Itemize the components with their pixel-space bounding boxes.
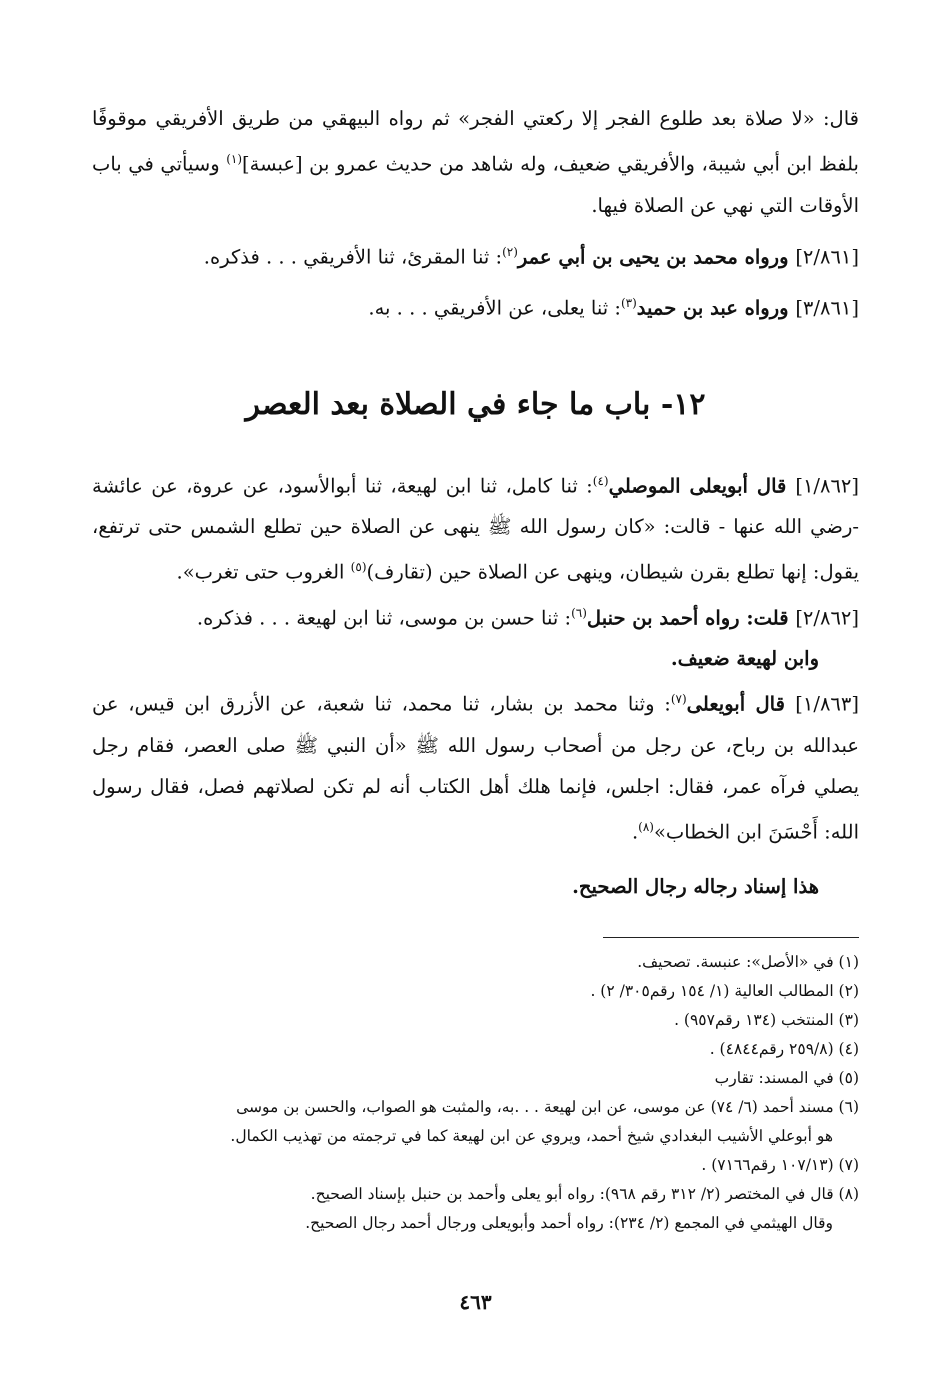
hadith-861-2 <box>92 232 859 278</box>
hadith-text-2: الغروب حتى تغرب». <box>176 560 351 584</box>
footnote-marker: (١) <box>226 152 243 166</box>
hadith-text-2: . <box>631 820 639 843</box>
footnotes <box>92 948 859 1238</box>
footnote: (٦) مسند أحمد (٦/ ٧٤) عن موسى، عن ابن لهيعة . . .به، والمثبت هو الصواب، والحسن بن موسى <box>236 1098 859 1116</box>
footnote-marker: (٦) <box>571 605 587 620</box>
hadith-text: : وثنا محمد بن بشار، ثنا محمد، ثنا شعبة، عن الأزرق ابن قيس، عن عبدالله بن رباح، عن رجل من أصحاب رسول الله ﷺ «أن النبي ﷺ صلى العصر، فقام رجل يصلي فرآه عمر، فقال: اجلس، فإنما هلك أهل الكتاب أنه لم تكن لصلاتهم فصل، فقال رسول الله: أَحْسَنَ ابن الخطاب» <box>92 692 859 843</box>
hadith-text: : ثنا يعلى، عن الأفريقي . . . به. <box>368 296 621 320</box>
chapter-title: ١٢- باب ما جاء في الصلاة بعد العصر <box>245 386 706 422</box>
hadith-ref: [١/٨٦٢] <box>795 474 860 497</box>
footnote-marker: (٢) <box>502 244 518 259</box>
hadith-ref: [١/٨٦٣] <box>795 692 859 716</box>
weakness-note: وابن لهيعة ضعيف. <box>670 647 819 670</box>
hadith-863-1 <box>92 679 859 852</box>
intro-paragraph <box>92 98 859 226</box>
footnote-continuation: وقال الهيثمي في المجمع (٢/ ٢٣٤): رواه أحمد وأبويعلى ورجال أحمد رجال الصحيح. <box>305 1214 833 1232</box>
footnote: (٢) المطالب العالية (١/ ١٥٤ رقم٣٠٥/ ٢) . <box>590 982 859 1000</box>
hadith-861-3 <box>92 283 859 329</box>
isnad-conclusion: هذا إسناد رجاله رجال الصحيح. <box>572 875 819 898</box>
hadith-lead: قلت: رواه أحمد بن حنبل <box>586 606 796 629</box>
hadith-lead: قال أبويعلى الموصلي <box>608 474 796 497</box>
footnote-divider <box>603 937 859 938</box>
footnote: (١) في «الأصل»: عنبسة. تصحيف. <box>637 953 859 971</box>
footnote-marker: (٥) <box>350 560 367 574</box>
footnote-continuation: هو أبوعلي الأشيب البغدادي شيخ أحمد، ويروي عن ابن لهيعة كما في ترجمته من تهذيب الكمال. <box>230 1127 833 1145</box>
footnote: (٣) المنتخب (١٣٤ رقم٩٥٧) . <box>674 1011 859 1029</box>
footnote-marker: (٣) <box>620 296 637 310</box>
hadith-text: : ثنا المقرئ، ثنا الأفريقي . . . فذكره. <box>203 245 503 268</box>
hadith-lead: ورواه عبد بن حميد <box>636 296 796 320</box>
footnote: (٥) في المسند: تقارب <box>714 1069 859 1087</box>
hadith-862-1 <box>92 461 859 593</box>
footnote-marker: (٧) <box>670 692 687 706</box>
hadith-text: : ثنا كامل، ثنا ابن لهيعة، ثنا أبوالأسود، عن عروة، عن عائشة -رضي الله عنها - قالت: «كان رسول الله ﷺ ينهى عن الصلاة حين تطلع الشمس حتى ترتفع، يقول: إنها تطلع بقرن شيطان، وينهى عن الصلاة حين (تقارف) <box>92 474 859 584</box>
intro-text: قال: «لا صلاة بعد طلوع الفجر إلا ركعتي الفجر» ثم رواه البيهقي من طريق الأفريقي موقوفًا بلفظ ابن أبي شيبة، والأفريقي ضعيف، وله شاهد من حديث عمرو بن [عبسة] <box>92 107 859 176</box>
hadith-lead: ورواه محمد بن يحيى بن أبي عمر <box>517 245 796 268</box>
hadith-ref: [٢/٨٦٢] <box>795 606 859 629</box>
hadith-ref: [٣/٨٦١] <box>795 296 859 320</box>
footnote: (٨) قال في المختصر (٢/ ٣١٢ رقم ٩٦٨): رواه أبو يعلى وأحمد بن حنبل بإسناد الصحيح. <box>310 1185 859 1203</box>
hadith-ref: [٢/٨٦١] <box>795 245 859 268</box>
footnote: (٤) (٢٥٩/٨ رقم٤٨٤٤) . <box>709 1040 859 1058</box>
hadith-lead: قال أبويعلى <box>686 692 796 716</box>
footnote-marker: (٤) <box>592 473 609 488</box>
intro-text-2: وسيأتي في باب الأوقات التي نهي عن الصلاة فيها. <box>92 152 859 217</box>
footnote-marker: (٨) <box>638 819 654 834</box>
hadith-862-2 <box>92 593 859 639</box>
page-number: ٤٦٣ <box>459 1290 492 1314</box>
hadith-text: : ثنا حسن بن موسى، ثنا ابن لهيعة . . . فذكره. <box>196 606 572 629</box>
footnote: (٧) (١٠٧/١٣ رقم٧١٦٦) . <box>701 1156 859 1174</box>
